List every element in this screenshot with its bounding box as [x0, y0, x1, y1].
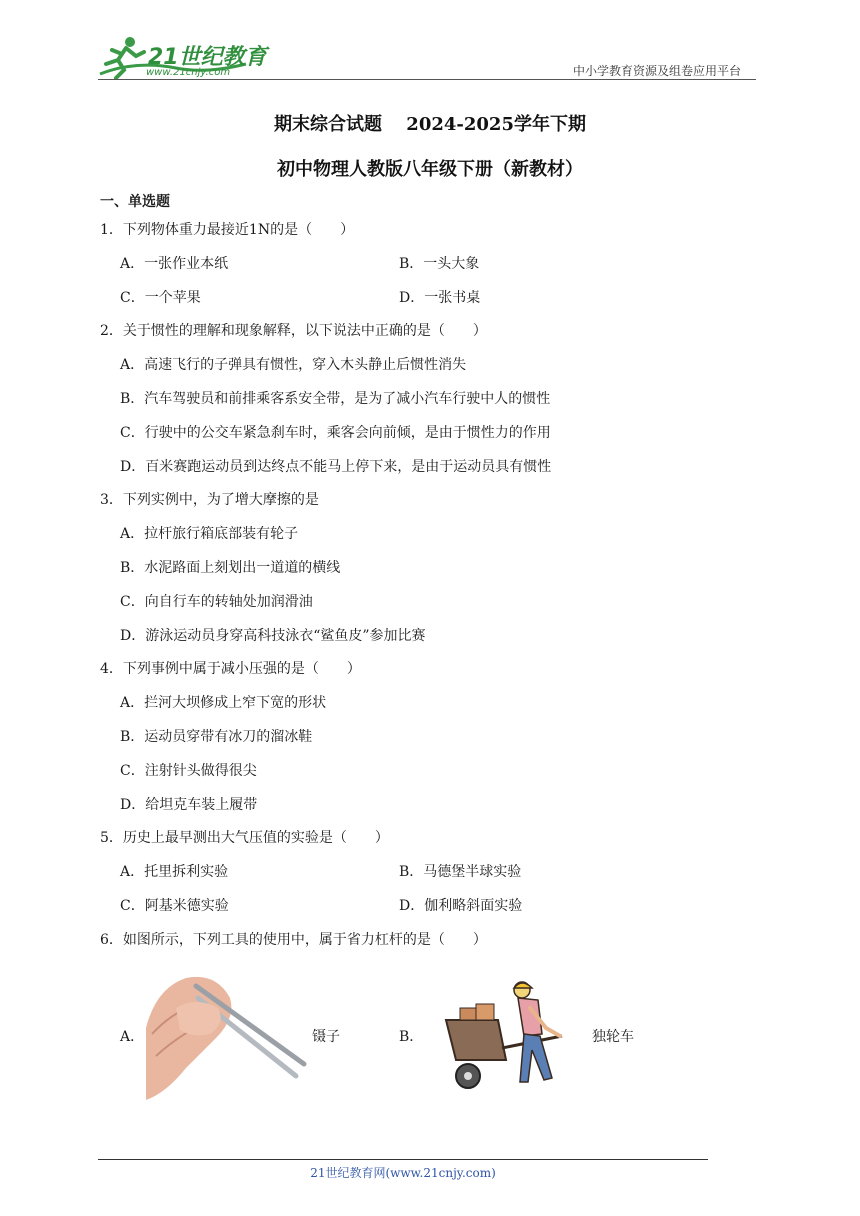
q1-option-b[interactable]: B．一头大象: [399, 256, 480, 272]
q5-option-a[interactable]: A．托里拆利实验: [120, 864, 229, 880]
platform-name: 中小学教育资源及组卷应用平台: [573, 64, 742, 78]
q5-option-b[interactable]: B．马德堡半球实验: [399, 864, 522, 880]
question-4-stem: 4．下列事例中属于减小压强的是（ ）: [100, 661, 361, 677]
wheelbarrow-worker-image: [442, 978, 566, 1092]
q4-option-b[interactable]: B．运动员穿带有冰刀的溜冰鞋: [120, 729, 313, 745]
q4-option-d[interactable]: D．给坦克车装上履带: [120, 797, 258, 813]
logo-text: 21世纪教育: [148, 45, 267, 70]
section-heading: 一、单选题: [100, 194, 170, 210]
q3-option-b[interactable]: B．水泥路面上刻划出一道道的横线: [120, 560, 341, 576]
q1-option-c[interactable]: C．一个苹果: [120, 290, 201, 306]
q2-option-c[interactable]: C．行驶中的公交车紧急刹车时，乘客会向前倾，是由于惯性力的作用: [120, 425, 551, 441]
logo-url: www.21cnjy.com: [146, 67, 231, 78]
footer-source[interactable]: 21世纪教育网(www.21cnjy.com): [310, 1166, 496, 1180]
q3-option-a[interactable]: A．拉杆旅行箱底部装有轮子: [120, 526, 299, 542]
q5-option-c[interactable]: C．阿基米德实验: [120, 898, 229, 914]
q3-option-d[interactable]: D．游泳运动员身穿高科技泳衣“鲨鱼皮”参加比赛: [120, 628, 426, 644]
q6-label-wheelbarrow: 独轮车: [592, 1029, 634, 1045]
q5-option-d[interactable]: D．伽利略斜面实验: [399, 898, 523, 914]
footer-divider: [98, 1159, 708, 1160]
exam-subtitle: 初中物理人教版八年级下册（新教材）: [277, 159, 583, 180]
header-divider: [98, 79, 756, 80]
q3-option-c[interactable]: C．向自行车的转轴处加润滑油: [120, 594, 313, 610]
q2-option-a[interactable]: A．高速飞行的子弹具有惯性，穿入木头静止后惯性消失: [120, 357, 467, 373]
q1-option-d[interactable]: D．一张书桌: [399, 290, 481, 306]
question-1-stem: 1．下列物体重力最接近1N的是（ ）: [100, 222, 355, 238]
q6-option-a[interactable]: A．: [120, 1029, 145, 1045]
q6-label-tweezers: 镊子: [312, 1029, 340, 1045]
q6-option-b[interactable]: B．: [399, 1029, 424, 1045]
q2-option-d[interactable]: D．百米赛跑运动员到达终点不能马上停下来，是由于运动员具有惯性: [120, 459, 552, 475]
tweezers-hand-image: [146, 968, 310, 1100]
question-2-stem: 2．关于惯性的理解和现象解释，以下说法中正确的是（ ）: [100, 323, 487, 339]
q4-option-a[interactable]: A．拦河大坝修成上窄下宽的形状: [120, 695, 327, 711]
question-6-stem: 6．如图所示，下列工具的使用中，属于省力杠杆的是（ ）: [100, 932, 487, 948]
q1-option-a[interactable]: A．一张作业本纸: [120, 256, 229, 272]
question-5-stem: 5．历史上最早测出大气压值的实验是（ ）: [100, 830, 389, 846]
exam-title: 期末综合试题 2024-2025学年下期: [274, 114, 586, 135]
question-3-stem: 3．下列实例中，为了增大摩擦的是: [100, 492, 319, 508]
q4-option-c[interactable]: C．注射针头做得很尖: [120, 763, 257, 779]
q2-option-b[interactable]: B．汽车驾驶员和前排乘客系安全带，是为了减小汽车行驶中人的惯性: [120, 391, 551, 407]
